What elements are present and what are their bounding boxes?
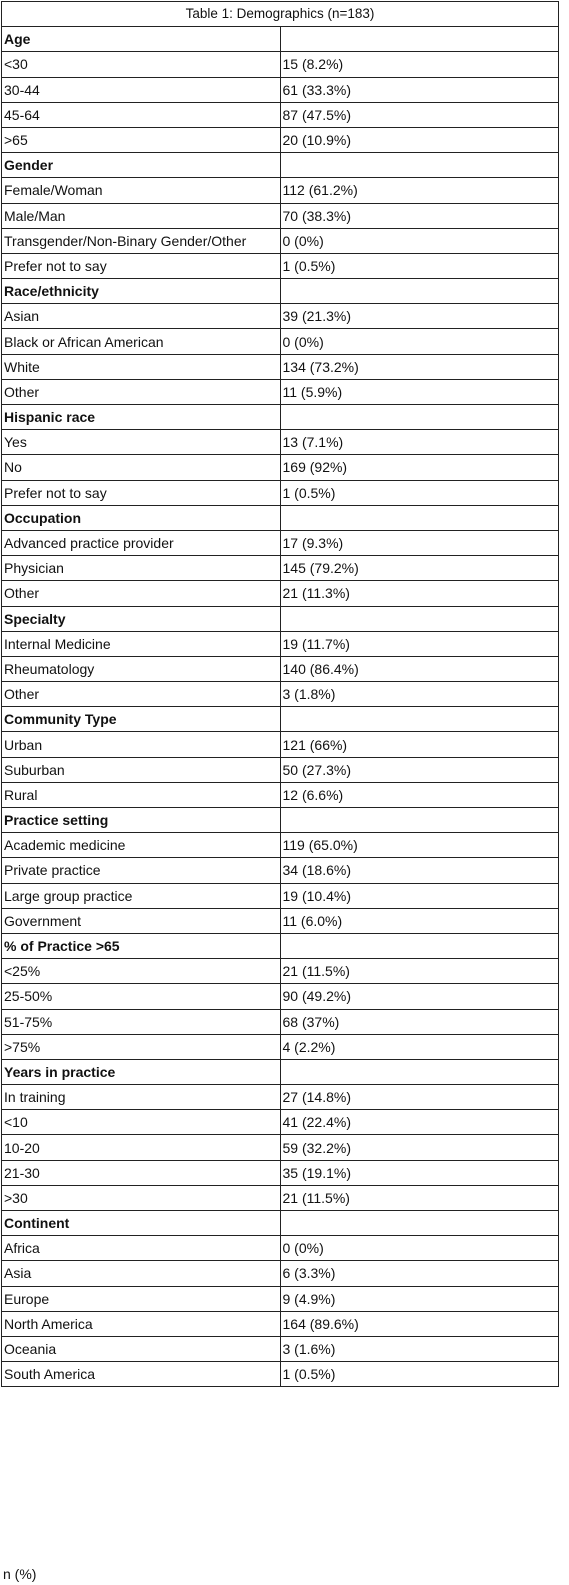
table-row bbox=[2, 430, 559, 455]
table-row bbox=[2, 631, 559, 656]
row-value: 0 (0%) bbox=[280, 228, 559, 253]
row-label: 21-30 bbox=[2, 1160, 281, 1185]
table-row bbox=[2, 581, 559, 606]
table-row bbox=[2, 253, 559, 278]
row-label: 45-64 bbox=[2, 102, 281, 127]
section-header-row bbox=[2, 606, 559, 631]
row-label: Asia bbox=[2, 1261, 281, 1286]
row-label: Oceania bbox=[2, 1336, 281, 1361]
section-heading: Age bbox=[2, 27, 281, 52]
table-row bbox=[2, 1085, 559, 1110]
row-label: Academic medicine bbox=[2, 833, 281, 858]
row-label: Transgender/Non-Binary Gender/Other bbox=[2, 228, 281, 253]
section-header-row bbox=[2, 1059, 559, 1084]
section-header-row bbox=[2, 707, 559, 732]
section-empty-cell bbox=[280, 808, 559, 833]
section-heading: Gender bbox=[2, 153, 281, 178]
row-value: 9 (4.9%) bbox=[280, 1286, 559, 1311]
row-label: Other bbox=[2, 682, 281, 707]
row-value: 39 (21.3%) bbox=[280, 304, 559, 329]
table-row bbox=[2, 52, 559, 77]
section-header-row bbox=[2, 808, 559, 833]
row-label: 10-20 bbox=[2, 1135, 281, 1160]
section-empty-cell bbox=[280, 279, 559, 304]
section-heading: Practice setting bbox=[2, 808, 281, 833]
row-value: 13 (7.1%) bbox=[280, 430, 559, 455]
row-label: Other bbox=[2, 581, 281, 606]
table-title-row bbox=[2, 2, 559, 27]
table-footnote: n (%) bbox=[3, 1566, 37, 1582]
row-value: 90 (49.2%) bbox=[280, 984, 559, 1009]
row-label: Rheumatology bbox=[2, 656, 281, 681]
table-row bbox=[2, 556, 559, 581]
row-label: Prefer not to say bbox=[2, 253, 281, 278]
row-value: 3 (1.8%) bbox=[280, 682, 559, 707]
table-row bbox=[2, 1286, 559, 1311]
row-value: 87 (47.5%) bbox=[280, 102, 559, 127]
table-row bbox=[2, 1236, 559, 1261]
table-row bbox=[2, 203, 559, 228]
section-header-row bbox=[2, 279, 559, 304]
demographics-table bbox=[1, 1, 559, 1387]
row-label: North America bbox=[2, 1311, 281, 1336]
row-value: 140 (86.4%) bbox=[280, 656, 559, 681]
row-value: 0 (0%) bbox=[280, 329, 559, 354]
table-row bbox=[2, 782, 559, 807]
row-value: 41 (22.4%) bbox=[280, 1110, 559, 1135]
row-label: Male/Man bbox=[2, 203, 281, 228]
row-label: Africa bbox=[2, 1236, 281, 1261]
row-label: South America bbox=[2, 1362, 281, 1387]
section-header-row bbox=[2, 405, 559, 430]
table-row bbox=[2, 1336, 559, 1361]
row-value: 17 (9.3%) bbox=[280, 530, 559, 555]
section-heading: Occupation bbox=[2, 505, 281, 530]
row-label: Asian bbox=[2, 304, 281, 329]
table-row bbox=[2, 480, 559, 505]
row-value: 169 (92%) bbox=[280, 455, 559, 480]
row-label: Private practice bbox=[2, 858, 281, 883]
table-row bbox=[2, 757, 559, 782]
table-row bbox=[2, 1311, 559, 1336]
section-empty-cell bbox=[280, 1059, 559, 1084]
table-row bbox=[2, 732, 559, 757]
row-value: 19 (11.7%) bbox=[280, 631, 559, 656]
section-empty-cell bbox=[280, 707, 559, 732]
row-value: 21 (11.5%) bbox=[280, 1185, 559, 1210]
row-value: 11 (6.0%) bbox=[280, 908, 559, 933]
table-row bbox=[2, 102, 559, 127]
row-value: 1 (0.5%) bbox=[280, 480, 559, 505]
row-label: <25% bbox=[2, 959, 281, 984]
row-label: Black or African American bbox=[2, 329, 281, 354]
table-row bbox=[2, 1261, 559, 1286]
table-row bbox=[2, 1110, 559, 1135]
table-row bbox=[2, 455, 559, 480]
table-row bbox=[2, 329, 559, 354]
table-row bbox=[2, 908, 559, 933]
row-label: Physician bbox=[2, 556, 281, 581]
row-label: White bbox=[2, 354, 281, 379]
row-label: Government bbox=[2, 908, 281, 933]
row-value: 35 (19.1%) bbox=[280, 1160, 559, 1185]
row-label: Rural bbox=[2, 782, 281, 807]
table-row bbox=[2, 178, 559, 203]
table-row bbox=[2, 127, 559, 152]
section-heading: Hispanic race bbox=[2, 405, 281, 430]
demographics-table-body bbox=[2, 2, 559, 1387]
section-header-row bbox=[2, 933, 559, 958]
table-row bbox=[2, 228, 559, 253]
row-label: In training bbox=[2, 1085, 281, 1110]
row-label: Urban bbox=[2, 732, 281, 757]
row-value: 6 (3.3%) bbox=[280, 1261, 559, 1286]
row-value: 4 (2.2%) bbox=[280, 1034, 559, 1059]
row-value: 20 (10.9%) bbox=[280, 127, 559, 152]
row-label: Europe bbox=[2, 1286, 281, 1311]
row-value: 21 (11.5%) bbox=[280, 959, 559, 984]
row-value: 15 (8.2%) bbox=[280, 52, 559, 77]
row-value: 19 (10.4%) bbox=[280, 883, 559, 908]
section-heading: Continent bbox=[2, 1211, 281, 1236]
table-row bbox=[2, 379, 559, 404]
section-header-row bbox=[2, 153, 559, 178]
row-label: >30 bbox=[2, 1185, 281, 1210]
row-label: Prefer not to say bbox=[2, 480, 281, 505]
section-heading: Specialty bbox=[2, 606, 281, 631]
section-empty-cell bbox=[280, 933, 559, 958]
table-title: Table 1: Demographics (n=183) bbox=[2, 2, 559, 27]
row-value: 12 (6.6%) bbox=[280, 782, 559, 807]
row-label: Female/Woman bbox=[2, 178, 281, 203]
section-empty-cell bbox=[280, 153, 559, 178]
section-heading: % of Practice >65 bbox=[2, 933, 281, 958]
table-row bbox=[2, 77, 559, 102]
row-value: 68 (37%) bbox=[280, 1009, 559, 1034]
section-header-row bbox=[2, 505, 559, 530]
row-label: <10 bbox=[2, 1110, 281, 1135]
table-row bbox=[2, 530, 559, 555]
section-empty-cell bbox=[280, 606, 559, 631]
row-label: Large group practice bbox=[2, 883, 281, 908]
section-header-row bbox=[2, 1211, 559, 1236]
row-value: 1 (0.5%) bbox=[280, 253, 559, 278]
row-value: 134 (73.2%) bbox=[280, 354, 559, 379]
row-value: 112 (61.2%) bbox=[280, 178, 559, 203]
section-header-row bbox=[2, 27, 559, 52]
row-value: 11 (5.9%) bbox=[280, 379, 559, 404]
row-label: >65 bbox=[2, 127, 281, 152]
row-label: >75% bbox=[2, 1034, 281, 1059]
row-value: 27 (14.8%) bbox=[280, 1085, 559, 1110]
row-label: No bbox=[2, 455, 281, 480]
row-label: Other bbox=[2, 379, 281, 404]
table-row bbox=[2, 1135, 559, 1160]
row-label: 25-50% bbox=[2, 984, 281, 1009]
table-row bbox=[2, 1034, 559, 1059]
row-value: 3 (1.6%) bbox=[280, 1336, 559, 1361]
table-row bbox=[2, 1362, 559, 1387]
table-row bbox=[2, 984, 559, 1009]
row-value: 70 (38.3%) bbox=[280, 203, 559, 228]
row-value: 50 (27.3%) bbox=[280, 757, 559, 782]
row-value: 0 (0%) bbox=[280, 1236, 559, 1261]
section-heading: Race/ethnicity bbox=[2, 279, 281, 304]
row-value: 59 (32.2%) bbox=[280, 1135, 559, 1160]
row-value: 121 (66%) bbox=[280, 732, 559, 757]
row-value: 119 (65.0%) bbox=[280, 833, 559, 858]
row-value: 164 (89.6%) bbox=[280, 1311, 559, 1336]
section-empty-cell bbox=[280, 405, 559, 430]
section-empty-cell bbox=[280, 1211, 559, 1236]
table-row bbox=[2, 883, 559, 908]
table-row bbox=[2, 1009, 559, 1034]
table-row bbox=[2, 858, 559, 883]
row-value: 61 (33.3%) bbox=[280, 77, 559, 102]
table-row bbox=[2, 682, 559, 707]
section-heading: Years in practice bbox=[2, 1059, 281, 1084]
row-label: Suburban bbox=[2, 757, 281, 782]
table-row bbox=[2, 1160, 559, 1185]
table-row bbox=[2, 833, 559, 858]
row-label: Advanced practice provider bbox=[2, 530, 281, 555]
row-label: 30-44 bbox=[2, 77, 281, 102]
row-label: <30 bbox=[2, 52, 281, 77]
table-row bbox=[2, 959, 559, 984]
section-empty-cell bbox=[280, 27, 559, 52]
row-label: Yes bbox=[2, 430, 281, 455]
table-row bbox=[2, 656, 559, 681]
section-heading: Community Type bbox=[2, 707, 281, 732]
section-empty-cell bbox=[280, 505, 559, 530]
table-row bbox=[2, 304, 559, 329]
table-row bbox=[2, 1185, 559, 1210]
row-value: 1 (0.5%) bbox=[280, 1362, 559, 1387]
row-label: 51-75% bbox=[2, 1009, 281, 1034]
row-value: 145 (79.2%) bbox=[280, 556, 559, 581]
row-value: 34 (18.6%) bbox=[280, 858, 559, 883]
table-row bbox=[2, 354, 559, 379]
row-value: 21 (11.3%) bbox=[280, 581, 559, 606]
row-label: Internal Medicine bbox=[2, 631, 281, 656]
